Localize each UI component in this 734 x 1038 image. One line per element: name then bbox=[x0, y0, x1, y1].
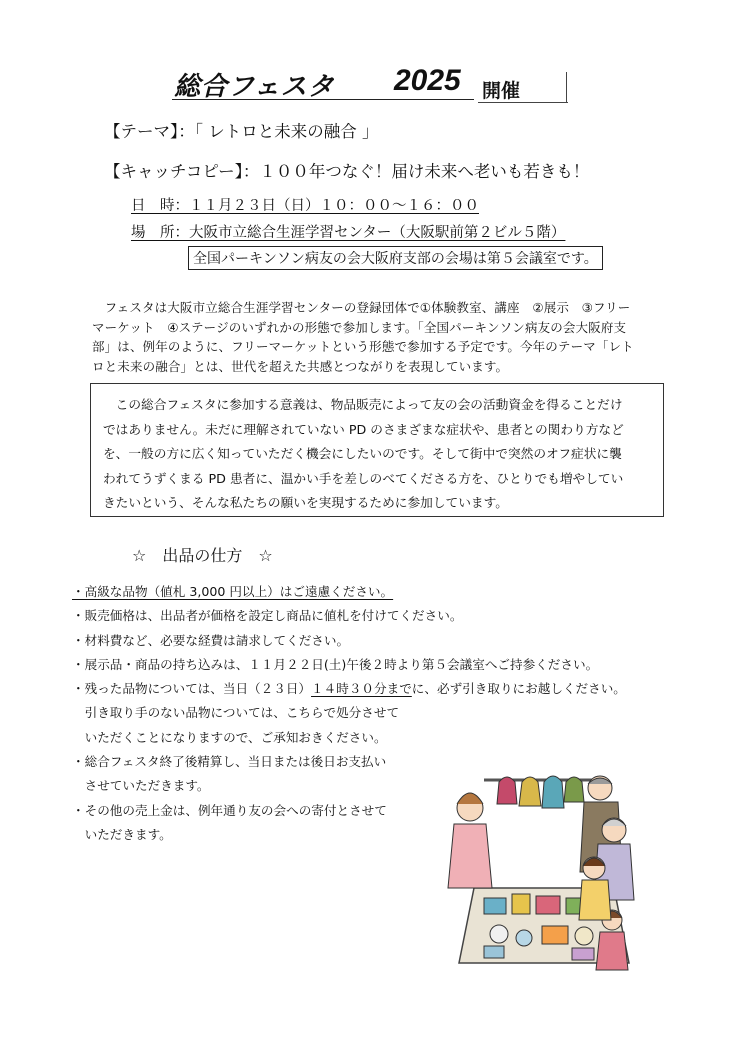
catchcopy-line: 【キャッチコピー】：１００年つなぐ！届け未来へ老いも若きも！ bbox=[104, 162, 590, 181]
title-main: 総合フェスタ bbox=[174, 72, 335, 102]
list-item-continued: いただきます。 bbox=[72, 826, 172, 842]
title-corner-line bbox=[478, 102, 568, 103]
datetime-text: 日 時：１１月２３日（日）１０：００〜１６：００ bbox=[131, 198, 479, 214]
list-item: ・展示品・商品の持ち込みは、１１月２２日(土)午後２時より第５会議室へご持参ください。 bbox=[72, 656, 599, 672]
purpose-line: われてうずくまる PD 患者に、温かい手を差しのべてくださる方を、ひとりでも増やしてい bbox=[103, 470, 624, 486]
list-item: ・その他の売上金は、例年通り友の会への寄付とさせて bbox=[72, 802, 387, 818]
rule-text: ・高級な品物（値札 3,000 円以上）はご遠慮ください。 bbox=[72, 584, 394, 599]
purpose-line: ではありません。未だに理解されていない PD のさまざまな症状や、患者との関わり方など bbox=[103, 421, 624, 437]
intro-line: マーケット ④ステージのいずれかの形態で参加します。「全国パーキンソン病友の会大阪府支 bbox=[92, 319, 627, 335]
rule-text: ・残った品物については、当日（２３日） bbox=[72, 681, 312, 697]
place-text: 場 所：大阪市立総合生涯学習センター（大阪駅前第２ビル５階） bbox=[131, 225, 566, 241]
list-item bbox=[72, 677, 672, 701]
intro-paragraph bbox=[92, 298, 672, 376]
rule-deadline: １４時３０分まで bbox=[311, 681, 412, 697]
intro-line: フェスタは大阪市立総合生涯学習センターの登録団体で①体験教室、講座 ②展示 ③フリー bbox=[92, 300, 631, 315]
place-line bbox=[131, 221, 565, 242]
purpose-line: を、一般の方に広く知っていただく機会にしたいのです。そして街中で突然のオフ症状に襲 bbox=[103, 446, 622, 462]
purpose-line: きたいという、そんな私たちの願いを実現するために参加しています。 bbox=[103, 495, 508, 511]
section-heading: ☆ 出品の仕方 ☆ bbox=[132, 546, 273, 565]
list-item: ・材料費など、必要な経費は請求してください。 bbox=[72, 632, 350, 648]
list-item-continued: させていただきます。 bbox=[72, 778, 210, 794]
title-year: 2025 bbox=[394, 64, 461, 97]
rule-text: に、必ず引き取りにお越しください。 bbox=[411, 681, 626, 697]
intro-line: 部」は、例年のように、フリーマーケットという形態で参加する予定です。今年のテーマ「レト bbox=[92, 339, 634, 354]
title-suffix: 開催 bbox=[482, 80, 521, 102]
list-item: ・総合フェスタ終了後精算し、当日または後日お支払い bbox=[72, 754, 387, 770]
list-item-continued: 引き取り手のない品物については、こちらで処分させて bbox=[72, 705, 400, 721]
purpose-line: この総合フェスタに参加する意義は、物品販売によって友の会の活動資金を得ることだけ bbox=[103, 397, 623, 412]
list-item-continued: いただくことになりますので、ご承知おきください。 bbox=[72, 729, 387, 745]
list-item bbox=[72, 580, 672, 604]
page-title bbox=[172, 66, 568, 106]
list-item: ・販売価格は、出品者が価格を設定し商品に値札を付けてください。 bbox=[72, 608, 463, 624]
purpose-box bbox=[90, 383, 664, 517]
datetime-line bbox=[131, 194, 479, 215]
title-corner-line-vertical bbox=[566, 72, 567, 103]
flea-market-illustration bbox=[444, 738, 640, 974]
theme-line: 【テーマ】：「 レトロと未来の融合 」 bbox=[104, 122, 379, 141]
title-underline bbox=[172, 99, 474, 100]
intro-line: ロと未来の融合」とは、世代を超えた共感とつながりを表現しています。 bbox=[92, 358, 509, 374]
room-note: 全国パーキンソン病友の会大阪府支部の会場は第５会議室です。 bbox=[188, 246, 603, 270]
